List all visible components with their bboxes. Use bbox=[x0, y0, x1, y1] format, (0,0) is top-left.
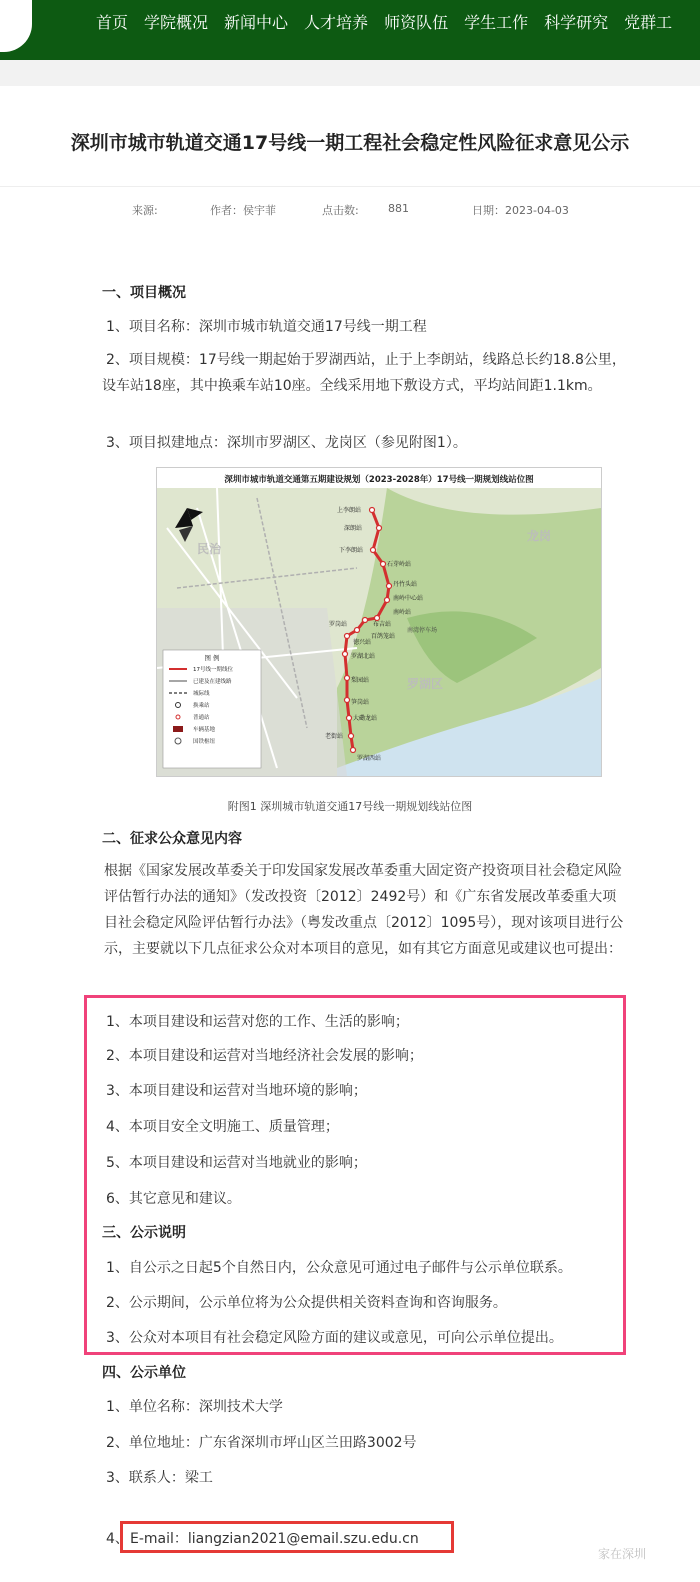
svg-text:石芽岭站: 石芽岭站 bbox=[387, 561, 412, 568]
map-legend bbox=[163, 650, 261, 768]
svg-text:百鸽笼站: 百鸽笼站 bbox=[371, 633, 396, 640]
breadcrumb-strip bbox=[0, 60, 700, 86]
nav-item-faculty[interactable]: 师资队伍 bbox=[384, 12, 449, 32]
route-map-image bbox=[156, 467, 602, 777]
opinion-item-3: 3、本项目建设和运营对当地环境的影响； bbox=[106, 1083, 367, 1099]
svg-text:丹竹头站: 丹竹头站 bbox=[393, 581, 418, 588]
meta-hits-label: 点击数: bbox=[322, 204, 359, 217]
svg-text:罗湖西站: 罗湖西站 bbox=[357, 755, 382, 762]
svg-text:梨园站: 梨园站 bbox=[351, 677, 370, 684]
page-title: 深圳市城市轨道交通17号线一期工程社会稳定性风险征求意见公示 bbox=[70, 132, 630, 154]
nav-item-students[interactable]: 学生工作 bbox=[464, 12, 529, 32]
notice-item-1: 1、自公示之日起5个自然日内，公众意见可通过电子邮件与公示单位联系。 bbox=[106, 1260, 572, 1276]
svg-text:下李朗站: 下李朗站 bbox=[339, 547, 364, 554]
svg-text:深朗站: 深朗站 bbox=[344, 525, 363, 532]
nav-item-party[interactable]: 党群工 bbox=[624, 12, 673, 32]
top-navigation-bar bbox=[0, 0, 700, 60]
nav-item-news[interactable]: 新闻中心 bbox=[224, 12, 289, 32]
opinion-item-5: 5、本项目建设和运营对当地就业的影响； bbox=[106, 1155, 367, 1171]
site-logo[interactable] bbox=[0, 0, 32, 52]
email-link[interactable]: E-mail：liangzian2021@email.szu.edu.cn bbox=[130, 1531, 419, 1547]
svg-text:罗湖北站: 罗湖北站 bbox=[351, 653, 376, 660]
nav-item-education[interactable]: 人才培养 bbox=[304, 12, 369, 32]
publisher-item-3: 3、联系人：梁工 bbox=[106, 1470, 213, 1486]
svg-text:南岭中心站: 南岭中心站 bbox=[393, 595, 424, 602]
opinion-item-1: 1、本项目建设和运营对您的工作、生活的影响； bbox=[106, 1014, 409, 1030]
section-heading-overview: 一、项目概况 bbox=[102, 285, 186, 301]
svg-text:老街站: 老街站 bbox=[325, 733, 344, 740]
opinion-item-4: 4、本项目安全文明施工、质量管理； bbox=[106, 1119, 339, 1135]
publisher-item-4-prefix: 4、 bbox=[106, 1531, 129, 1547]
svg-text:已建及在建线路: 已建及在建线路 bbox=[193, 679, 232, 685]
svg-text:罗岗站: 罗岗站 bbox=[329, 621, 348, 628]
meta-date: 日期：2023-04-03 bbox=[472, 204, 569, 217]
svg-text:车辆基地: 车辆基地 bbox=[193, 727, 216, 733]
watermark: 家在深圳 bbox=[598, 1547, 647, 1561]
main-nav bbox=[96, 0, 688, 42]
svg-text:南岭站: 南岭站 bbox=[393, 609, 412, 616]
overview-item-1: 1、项目名称：深圳市城市轨道交通17号线一期工程 bbox=[106, 319, 427, 335]
nav-item-home[interactable]: 首页 bbox=[96, 12, 129, 32]
notice-item-3: 3、公众对本项目有社会稳定风险方面的建议或意见，可向公示单位提出。 bbox=[106, 1330, 563, 1346]
overview-item-3: 3、项目拟建地点：深圳市罗湖区、龙岗区（参见附图1）。 bbox=[106, 435, 467, 451]
svg-text:上李朗站: 上李朗站 bbox=[337, 507, 362, 514]
opinion-item-2: 2、本项目建设和运营对当地经济社会发展的影响； bbox=[106, 1048, 423, 1064]
opinion-item-6: 6、其它意见和建议。 bbox=[106, 1191, 241, 1207]
map-title: 深圳市城市轨道交通第五期建设规划（2023-2028年）17号线一期规划线站位图 bbox=[224, 475, 534, 485]
notice-item-2: 2、公示期间，公示单位将为公众提供相关资料查询和咨询服务。 bbox=[106, 1295, 507, 1311]
svg-text:换乘站: 换乘站 bbox=[193, 703, 210, 709]
meta-author: 作者：侯宇菲 bbox=[210, 204, 276, 217]
svg-text:图 例: 图 例 bbox=[204, 654, 220, 662]
overview-item-2: 2、项目规模：17号线一期起始于罗湖西站，止于上李朗站，线路总长约18.8公里，设车站18座，其中换乘车站10座。全线采用地下敷设方式，平均站间距1.1km。 bbox=[102, 352, 626, 394]
section-heading-opinions: 二、征求公众意见内容 bbox=[102, 831, 242, 847]
route-map-svg bbox=[157, 468, 601, 776]
svg-text:布吉站: 布吉站 bbox=[373, 621, 392, 628]
publisher-item-1: 1、单位名称：深圳技术大学 bbox=[106, 1399, 283, 1415]
svg-text:徳兴站: 徳兴站 bbox=[353, 639, 372, 646]
svg-text:罗湖区: 罗湖区 bbox=[407, 677, 444, 691]
figure-caption: 附图1 深圳城市轨道交通17号线一期规划线站位图 bbox=[227, 800, 473, 813]
publisher-item-2: 2、单位地址：广东省深圳市坪山区兰田路3002号 bbox=[106, 1435, 417, 1451]
svg-text:南湾停车场: 南湾停车场 bbox=[407, 627, 438, 634]
nav-item-research[interactable]: 科学研究 bbox=[544, 12, 609, 32]
section-heading-notice: 三、公示说明 bbox=[102, 1225, 186, 1241]
svg-text:普通站: 普通站 bbox=[193, 715, 210, 721]
svg-text:笋岗站: 笋岗站 bbox=[351, 699, 370, 706]
opinions-intro: 根据《国家发展改革委关于印发国家发展改革委重大固定资产投资项目社会稳定风险评估暂行办法的通知》（发改投资〔2012〕2492号）和《广东省发展改革委重大项目社会稳定风险评估暂行办法》（粤发改重点〔2012〕1095号），现对该项目进行公示，主要就以下几点征求公众对本项目的意见，如有其它方面意见或建议也可提出： bbox=[104, 863, 624, 957]
svg-text:国铁枢纽: 国铁枢纽 bbox=[193, 739, 216, 745]
svg-text:城际线: 城际线 bbox=[193, 691, 210, 697]
svg-text:龙岗: 龙岗 bbox=[527, 529, 552, 543]
svg-text:大磡龙站: 大磡龙站 bbox=[353, 715, 378, 722]
section-heading-publisher: 四、公示单位 bbox=[102, 1365, 186, 1381]
meta-source: 来源: bbox=[132, 204, 158, 217]
meta-hits: 881 bbox=[388, 202, 409, 215]
nav-item-about[interactable]: 学院概况 bbox=[144, 12, 209, 32]
svg-text:17号线一期线位: 17号线一期线位 bbox=[193, 667, 233, 673]
svg-text:民治: 民治 bbox=[197, 542, 222, 556]
